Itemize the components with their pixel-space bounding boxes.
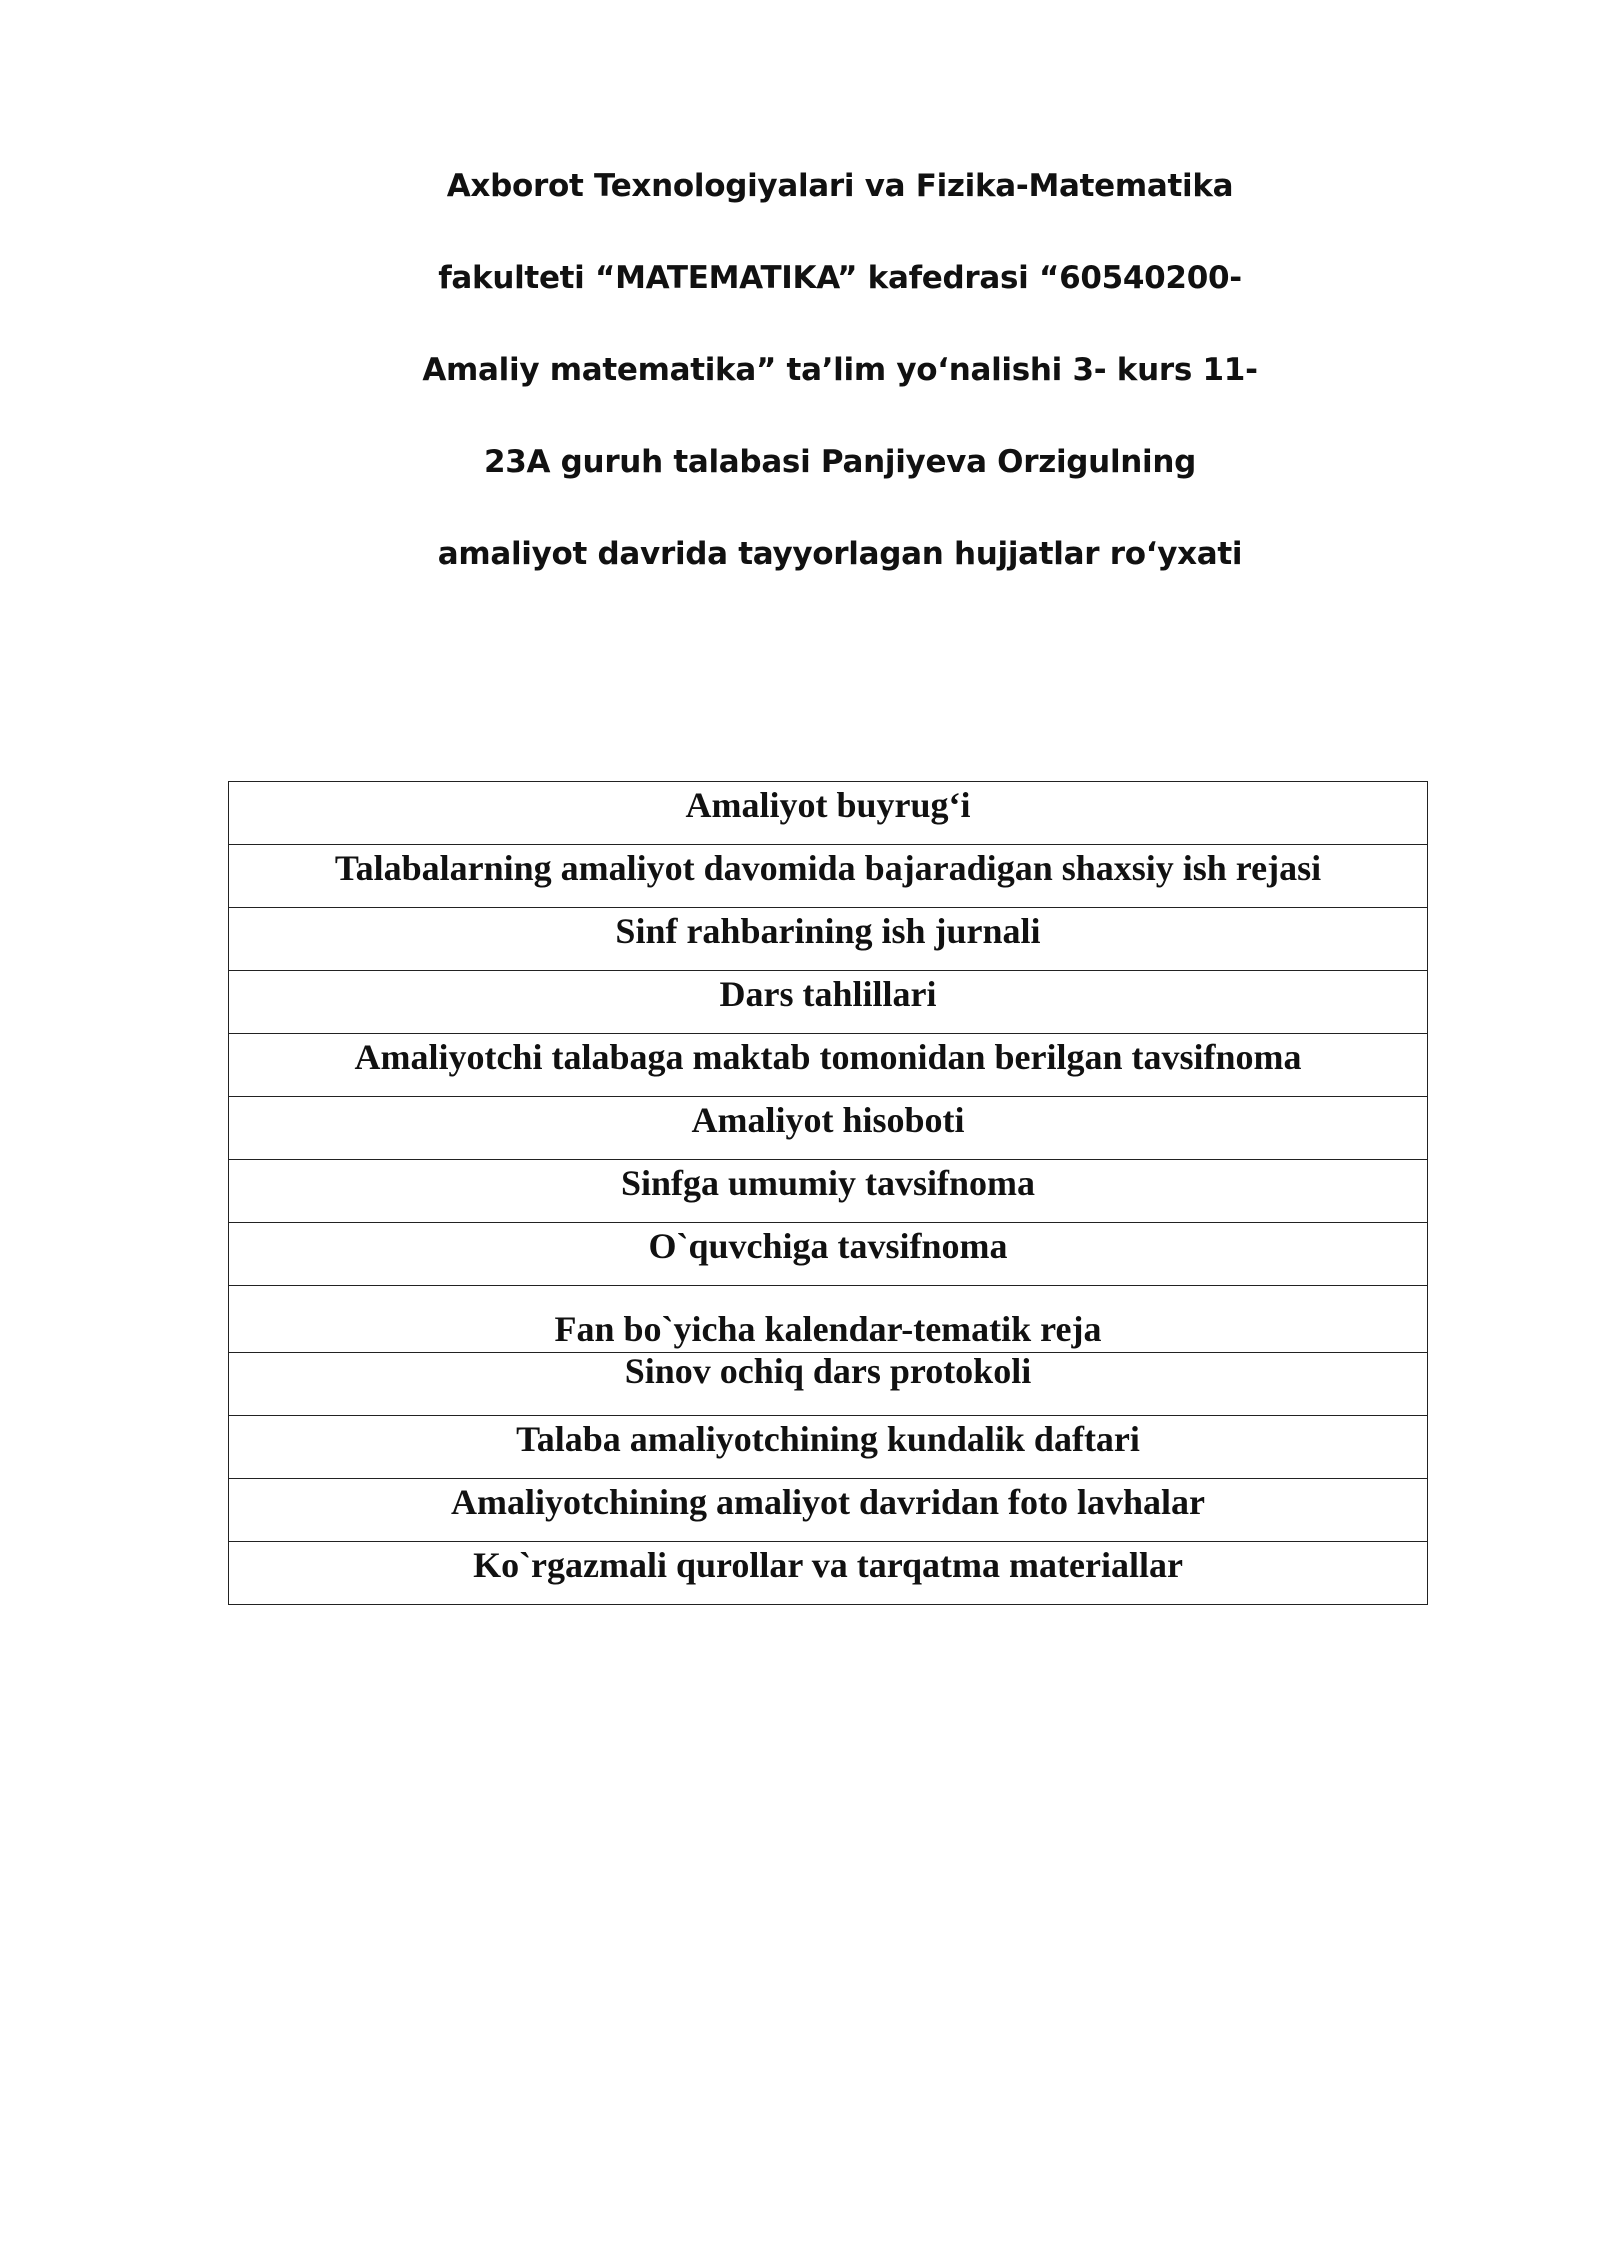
heading-line-faculty: Axborot Texnologiyalari va Fizika-Matematika [446,168,1234,204]
heading-line-student: 23A guruh talabasi Panjiyeva Orzigulning [483,444,1197,480]
table-row [229,971,1428,1034]
table-row [229,845,1428,908]
table-row [229,1160,1428,1223]
document-item: Amaliyotchining amaliyot davridan foto lavhalar [450,1482,1206,1522]
document-item: Talabalarning amaliyot davomida bajaradigan shaxsiy ish rejasi [334,848,1322,888]
table-cell [229,1353,1428,1416]
table-row [229,1223,1428,1286]
heading-line-department: fakulteti “MATEMATIKA” kafedrasi “60540200- [438,260,1242,296]
table-cell [229,971,1428,1034]
table-row [229,1034,1428,1097]
heading-line-title: amaliyot davrida tayyorlagan hujjatlar roʻyxati [437,536,1243,572]
table-row [229,782,1428,845]
table-row [229,1542,1428,1605]
document-heading [0,160,1600,620]
table-cell [229,782,1428,845]
heading-line-specialty: Amaliy matematika” ta’lim yoʻnalishi 3- kurs 11- [422,352,1258,388]
table-row [229,1353,1428,1416]
table-cell [229,1286,1428,1353]
table-row [229,908,1428,971]
table-cell [229,908,1428,971]
document-item: Amaliyot hisoboti [691,1100,965,1140]
table-cell [229,845,1428,908]
table-row [229,1479,1428,1542]
document-item: Sinf rahbarining ish jurnali [615,911,1041,951]
document-item: Amaliyot buyrugʻi [685,785,971,825]
documents-table [228,781,1428,1605]
document-item: Sinfga umumiy tavsifnoma [620,1163,1036,1203]
document-item: Ko`rgazmali qurollar va tarqatma materiallar [473,1545,1183,1585]
document-item: Sinov ochiq dars protokoli [624,1352,1032,1391]
table-cell [229,1479,1428,1542]
table-row [229,1097,1428,1160]
document-item: Dars tahlillari [719,974,937,1014]
document-item: O`quvchiga tavsifnoma [648,1226,1008,1266]
table-cell [229,1034,1428,1097]
table-row [229,1286,1428,1353]
table-row [229,1416,1428,1479]
table-cell [229,1160,1428,1223]
document-item: Talaba amaliyotchining kundalik daftari [516,1419,1140,1459]
table-cell [229,1416,1428,1479]
table-cell [229,1097,1428,1160]
document-item: Fan bo`yicha kalendar-tematik reja [554,1309,1102,1349]
table-cell [229,1223,1428,1286]
table-cell [229,1542,1428,1605]
document-item: Amaliyotchi talabaga maktab tomonidan berilgan tavsifnoma [354,1037,1302,1077]
